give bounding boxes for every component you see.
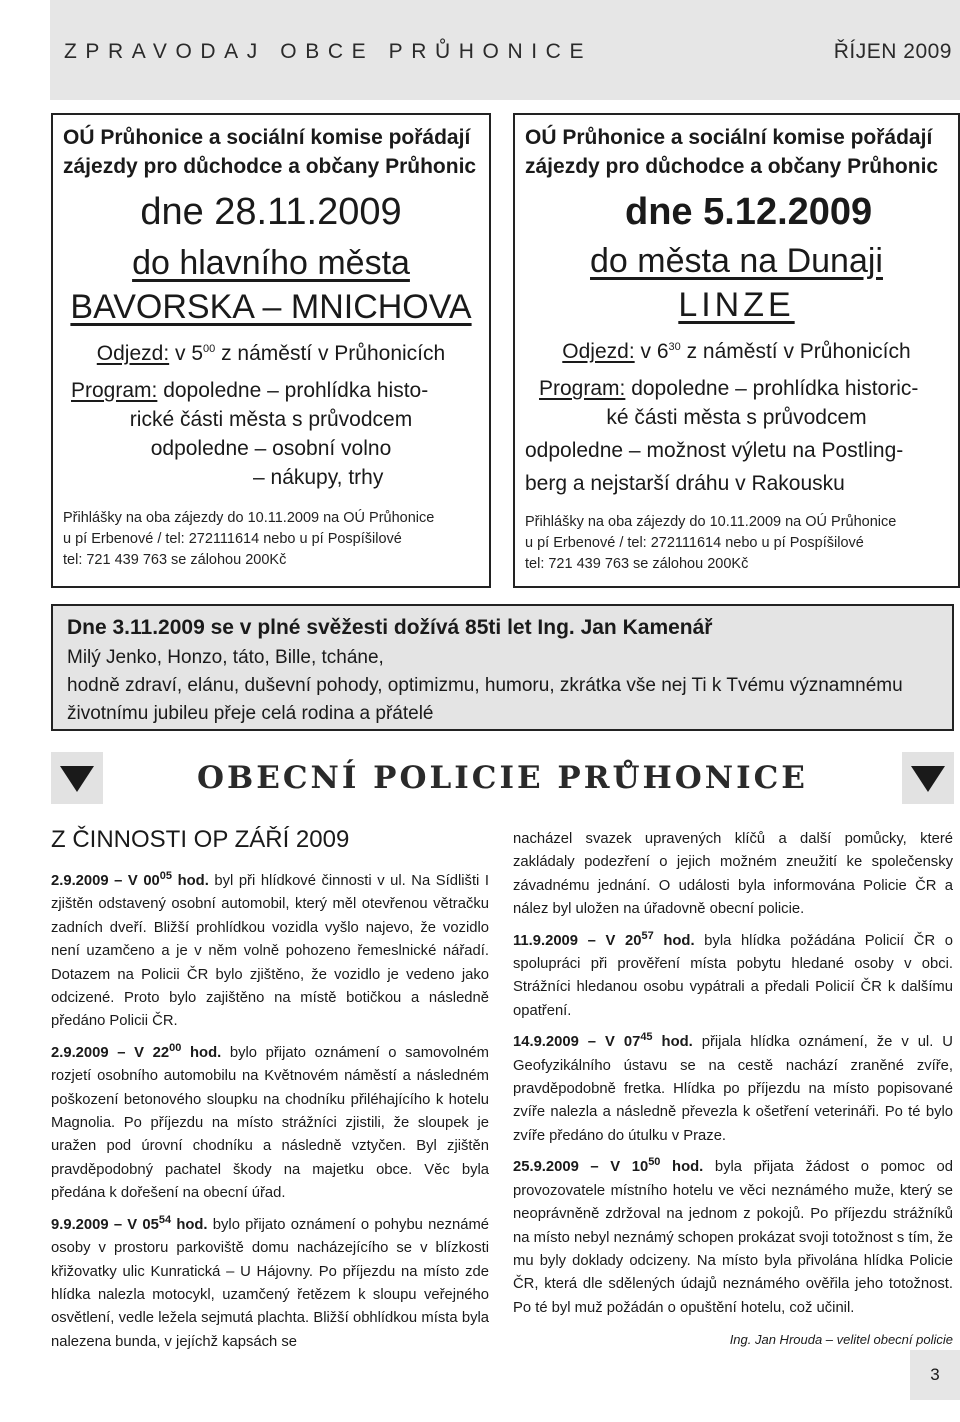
section-title: OBECNÍ POLICIE PRŮHONICE [197,760,808,796]
departure-place: z náměstí v Průhonicích [680,340,911,363]
entry-text: byla hlídka požádána Policií ČR o spolupráci při prověření místa pobytu hledané osoby v obci. Strážníci hledanou osobu vypátrali a předali Policií ČR k dalšímu opatření. [513,932,954,1019]
trip-announcement-linz [513,113,960,588]
trip-title-line: zájezdy pro důchodce a občany Průhonic [525,155,939,178]
entry-date: 14.9.2009 – V $07^{45}$ hod. [513,1031,693,1051]
police-report-right-column [513,828,953,1352]
program-line: odpoledne – možnost výletu na Postling- [525,439,904,462]
signup-note: u pí Erbenové / tel: 272111614 nebo u pí Pospíšilové [525,535,864,551]
program-line: – nákupy, trhy [253,466,384,489]
program-label: Program: [71,379,158,402]
signup-note: tel: 721 439 763 se zálohou 200Kč [525,556,749,572]
signup-note: Přihlášky na oba zájezdy do 10.11.2009 na OÚ Průhonice [525,514,897,530]
birthday-line: životnímu jubileu přeje celá rodina a přátelé [67,703,434,724]
trip-destination [525,283,948,327]
report-entry [51,870,489,1034]
report-entry [51,1042,489,1206]
departure-row [525,337,948,366]
departure-row [63,339,479,368]
trip-destination [525,239,948,283]
report-entry [513,930,953,1024]
program-line: dopoledne – prohlídka histo- [157,379,429,402]
trip-destination [63,285,479,329]
report-continuation: nacházel svazek upravených klíčů a další pomůcky, které zakládaly podezření o jejich možném zneužití ke společensky závadnému jednání. O události byla informována Policie ČR a nález byl uložen na úřadovně obecní policie. [513,831,953,918]
birthday-greeting [51,604,954,731]
departure-label: Odjezd: [562,340,635,363]
report-entry [513,1031,953,1148]
signup-note: tel: 721 439 763 se zálohou 200Kč [63,552,287,568]
program-line: odpoledne – osobní volno [150,437,392,460]
departure-time: v 5 [169,342,204,365]
police-report-left-column [51,820,489,1362]
triangle-down-icon [902,752,954,804]
report-title: Z ČINNOSTI OP ZÁŘÍ 2009 [51,826,350,853]
entry-text: bylo přijato oznámení o pohybu neznámé osoby v prostoru parkoviště domu nacházejícího se v blízkosti křižovatky ulic Kunratická – U Hájovny. Po příjezdu na místo zde hlídka nalezla motocykl, uzamčený řetězem k sloupu veřejného osvětlení, vedle ležela sejmutá plachta. Bližší obhlídkou místa byla nalezena bunda, v jejíchž kapsách se [51,1216,489,1350]
trip-title-line: OÚ Průhonice a sociální komise pořádají [525,126,933,149]
trip-date: dne 5.12.2009 [625,191,873,233]
signup-note: u pí Erbenové / tel: 272111614 nebo u pí Pospíšilové [63,531,402,547]
report-entry [51,1214,489,1354]
section-banner [51,752,954,804]
report-entry [513,1156,953,1320]
program-row [63,376,479,405]
program-label: Program: [539,377,626,400]
departure-minutes: 00 [203,343,216,355]
entry-date: 9.9.2009 – V $05^{54}$ hod. [51,1213,208,1233]
departure-place: z náměstí v Průhonicích [215,342,446,365]
destination-line: do města na Dunaji [590,242,883,280]
issue-date: ŘÍJEN 2009 [833,40,952,63]
trip-title-line: OÚ Průhonice a sociální komise pořádají [63,126,471,149]
entry-text: přijala hlídka oznámení, že v ul. U Geofyzikálního ústavu se na cestě nachází zraněné zvíře, pravděpodobně fretka. Hlídka po příjezdu na místo popisované zvíře nalezla a následně převezla k ošetření veterináři. Po té bylo zvíře předáno do útulku v Praze. [513,1034,953,1144]
entry-text: byla přijata žádost o pomoc od provozovatele místního hotelu ve věci neznámého muže, který se neoprávněně zdržoval na jednom z pokojů. Po příjezdu strážníků na místo nebyl neznámý schopen prokázat svoji totožnost s tím, že mu byly doklady odcizeny. Na místo byla přivolána hlídka Policie ČR, která dle sdělených údajů neznámého ověřila jeho totožnost. Po té byl muž požádán o opuštění hotelu, což učinil. [513,1159,953,1316]
birthday-line: hodně zdraví, elánu, duševní pohody, optimizmu, humoru, zkrátka vše nej Ti k Tvému významnému [67,675,903,696]
program-row [525,374,948,403]
entry-text: byl při hlídkové činnosti v ul. Na Sídlišti I zjištěn odstavený osobní automobil, který měl otevřenou větračku zadních dveří. Bližší prohlídkou vozidla vyšlo najevo, že vozidlo není uzamčeno a je v něm volně pohozeno řemeslnické nářadí. Dotazem na Policii ČR bylo zjištěno, že vozidlo je vedeno jako odcizené. Proto bylo zajištěno na místě botičkou a následně předáno Policii ČR. [51,873,489,1030]
publication-name: ZPRAVODAJ OBCE PRŮHONICE [64,40,593,63]
departure-time: v 6 [634,340,669,363]
entry-date: 2.9.2009 – V $22^{00}$ hod. [51,1041,222,1061]
entry-text: bylo přijato oznámení o samovolném rozjetí osobního automobilu na Květnovém náměstí a následném poškození betonového sloupku na chodníku přiléhajícího k hotelu Magnolia. Po příjezdu na místo strážníci zjistili, že sloupek je uražen pod úrovní chodníku a následně vztyčen. Byl zjištěn pravděpodobný pachatel škody na majetku obce. Věc byla předána k dořešení na obecní úřad. [51,1044,489,1202]
page-header [50,0,960,100]
trip-destination [63,241,479,285]
trip-announcement-munich [51,113,491,588]
destination-line: LINZE [678,286,795,324]
entry-date: 25.9.2009 – V $10^{50}$ hod. [513,1156,704,1176]
birthday-heading: Dne 3.11.2009 se v plné svěžesti dožívá 85ti let Ing. Jan Kamenář [67,616,713,639]
report-signature: Ing. Jan Hrouda – velitel obecní policie [729,1332,953,1348]
signup-note: Přihlášky na oba zájezdy do 10.11.2009 na OÚ Průhonice [63,510,435,526]
program-line: ké části města s průvodcem [606,406,867,429]
destination-line: BAVORSKA – MNICHOVA [70,288,472,326]
destination-line: do hlavního města [132,244,410,282]
page-number: 3 [910,1350,960,1400]
program-line: rické části města s průvodcem [129,408,413,431]
birthday-line: Milý Jenko, Honzo, táto, Bille, tcháne, [67,647,384,668]
entry-date: 2.9.2009 – V $00^{05}$ hod. [51,870,209,889]
program-line: dopoledne – prohlídka historic- [625,377,919,400]
program-line: berg a nejstarší dráhu v Rakousku [525,472,845,495]
trip-date: dne 28.11.2009 [140,191,402,233]
trip-title-line: zájezdy pro důchodce a občany Průhonic [63,155,477,178]
departure-minutes: 30 [668,341,681,353]
entry-date: 11.9.2009 – V $20^{57}$ hod. [513,929,695,949]
departure-label: Odjezd: [96,342,170,365]
